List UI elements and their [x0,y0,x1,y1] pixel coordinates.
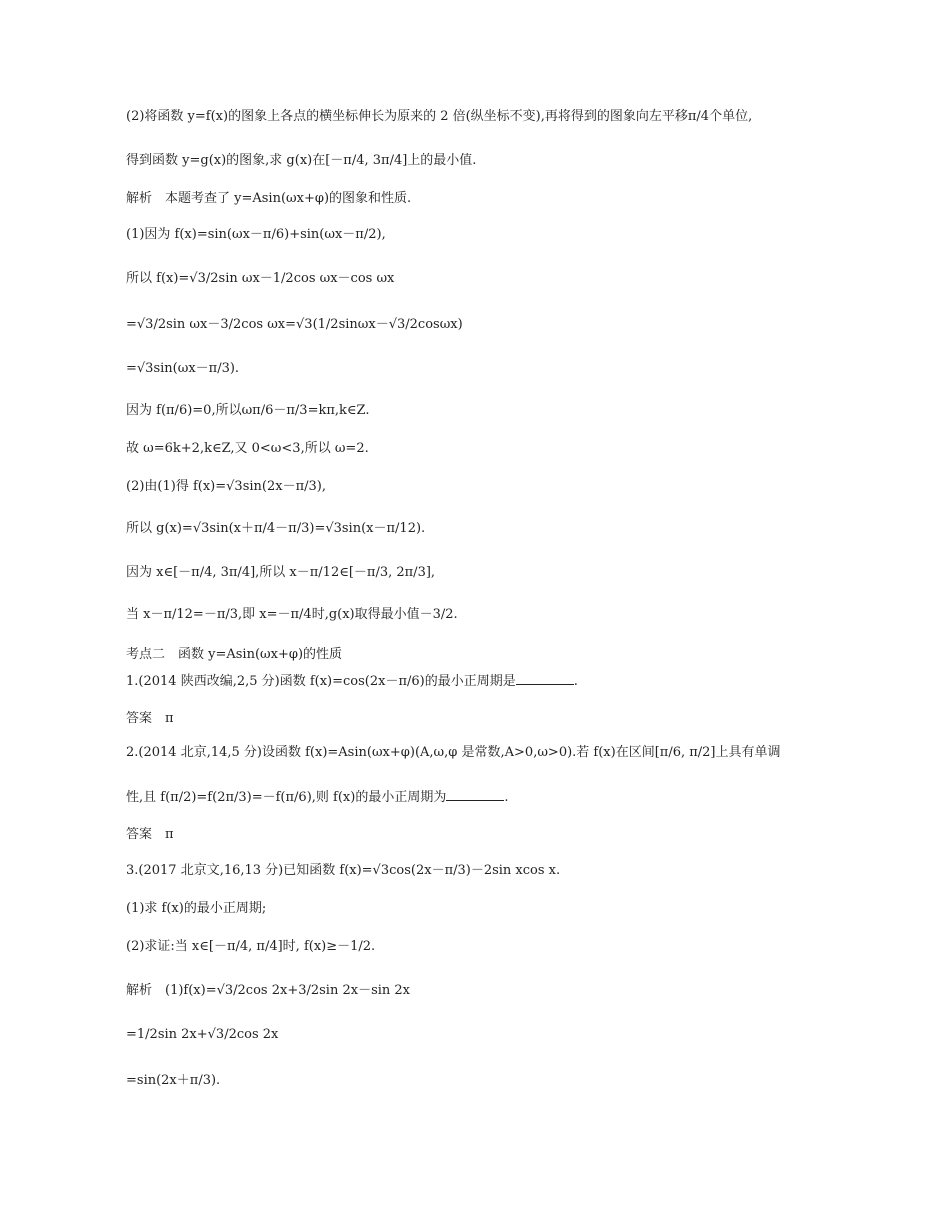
line-text: 所以 g(x)=√3sin(x＋π/4－π/3)=√3sin(x－π/12). [126,521,426,536]
text-line [126,226,386,244]
line-text: =sin(2x＋π/3). [126,1073,221,1088]
line-text: 所以 f(x)=√3/2sin ωx－1/2cos ωx－cos ωx [126,271,395,286]
text-line [126,564,435,582]
line-text: 2.(2014 北京,14,5 分)设函数 f(x)=Asin(ωx+φ)(A,ω,φ 是常数,A>0,ω>0).若 f(x)在区间[π/6, π/2]上具有单调 [126,745,781,760]
text-line [126,606,458,624]
line-text: (1)因为 f(x)=sin(ωx－π/6)+sin(ωx－π/2), [126,227,386,242]
line-text: 因为 x∈[－π/4, 3π/4],所以 x－π/12∈[－π/3, 2π/3], [126,565,436,580]
line-text: =√3/2sin ωx－3/2cos ωx=√3(1/2sinωx－√3/2cosωx) [126,317,463,332]
line-text: (2)由(1)得 f(x)=√3sin(2x－π/3), [126,479,326,494]
text-line [126,982,410,1000]
text-line [126,402,369,420]
line-text: 性,且 f(π/2)=f(2π/3)=－f(π/6),则 f(x)的最小正周期为 [126,790,447,805]
text-line [126,1026,278,1044]
question-line: 1.(2014 陕西改编,2,5 分)函数 f(x)=cos(2x－π/6)的最小正周期是 . [126,674,578,689]
answer-blank [516,672,574,685]
line-text: 当 x－π/12=－π/3,即 x=－π/4时,g(x)取得最小值－3/2. [126,607,458,622]
line-text: 答案 π [126,711,174,726]
line-text: =√3sin(ωx－π/3). [126,361,240,376]
text-line [126,440,369,458]
text-line [126,1072,220,1090]
text-line [126,360,239,378]
text-line [126,108,752,126]
question-line [126,862,560,880]
line-text: 答案 π [126,827,174,842]
line-text: (1)求 f(x)的最小正周期; [126,901,267,916]
line-text: 1.(2014 陕西改编,2,5 分)函数 f(x)=cos(2x－π/6)的最小正周期是 [126,674,516,689]
answer-line [126,826,174,844]
text-line [126,938,375,956]
text-line [126,900,266,918]
line-text: 考点二 函数 y=Asin(ωx+φ)的性质 [126,647,343,662]
line-text: 3.(2017 北京文,16,13 分)已知函数 f(x)=√3cos(2x－π/3)－2sin xcos x. [126,863,561,878]
text-line [126,152,476,170]
answer-line [126,710,174,728]
answer-blank [446,788,504,801]
text-line [126,478,326,496]
line-text: 解析 (1)f(x)=√3/2cos 2x+3/2sin 2x－sin 2x [126,983,411,998]
text-line [126,316,463,334]
question-line [126,744,781,762]
line-text: =1/2sin 2x+√3/2cos 2x [126,1027,279,1042]
line-text: (2)求证:当 x∈[－π/4, π/4]时, f(x)≥－1/2. [126,939,376,954]
section-heading [126,646,342,664]
text-line [126,520,425,538]
line-text: 解析 本题考查了 y=Asin(ωx+φ)的图象和性质. [126,191,412,206]
line-text: 故 ω=6k+2,k∈Z,又 0<ω<3,所以 ω=2. [126,441,369,456]
line-text: 得到函数 y=g(x)的图象,求 g(x)在[－π/4, 3π/4]上的最小值. [126,153,477,168]
line-text: 因为 f(π/6)=0,所以ωπ/6－π/3=kπ,k∈Z. [126,403,370,418]
text-line [126,270,394,288]
text-line [126,190,411,208]
question-line: 性,且 f(π/2)=f(2π/3)=－f(π/6),则 f(x)的最小正周期为 . [126,790,509,805]
line-text: (2)将函数 y=f(x)的图象上各点的横坐标伸长为原来的 2 倍(纵坐标不变),再将得到的图象向左平移π/4个单位, [126,109,753,124]
